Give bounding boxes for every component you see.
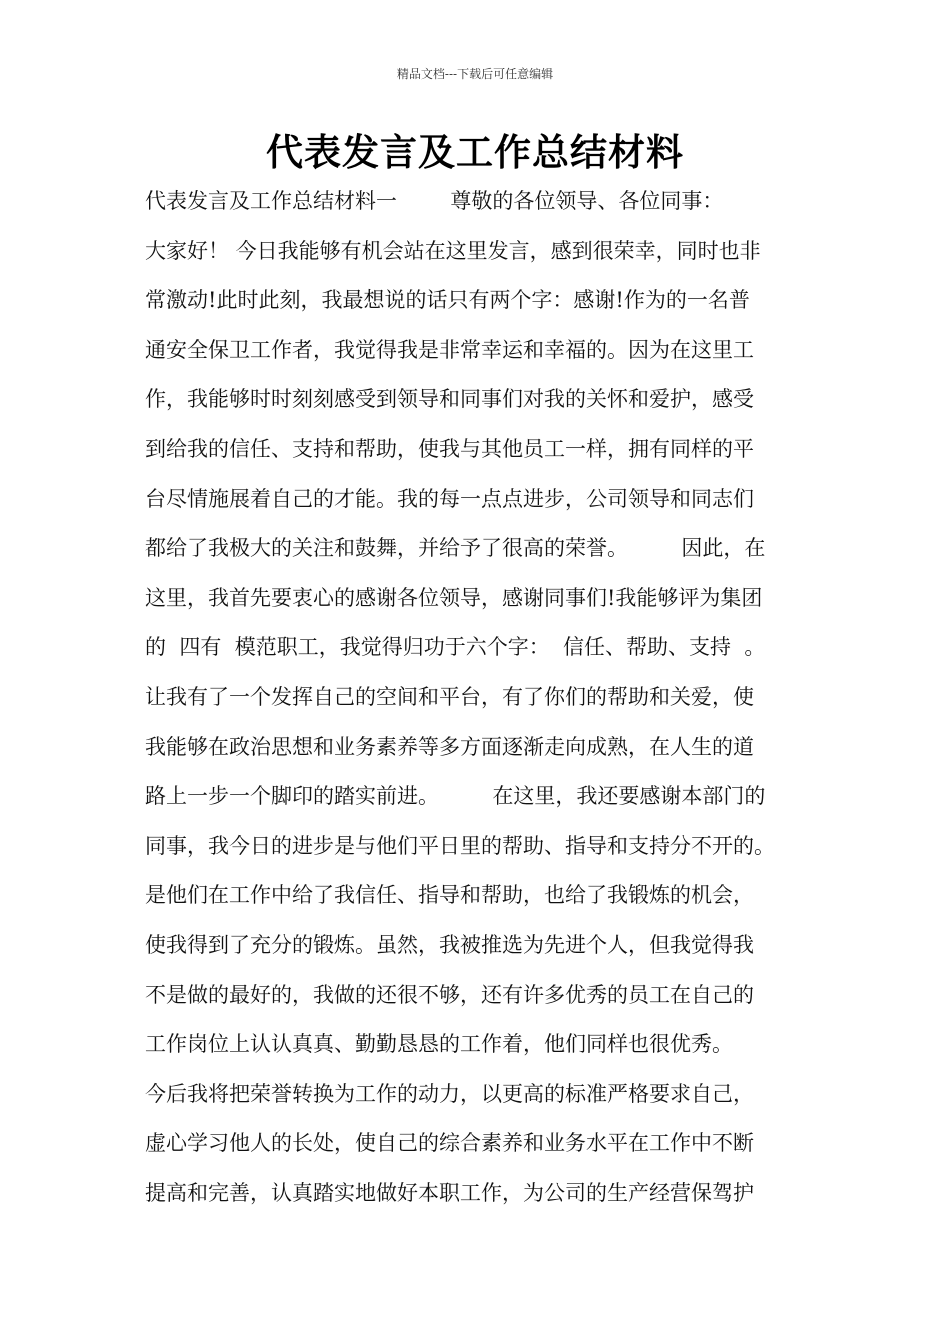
body-line: 路上一步一个脚印的踏实前进。 在这里，我还要感谢本部门的 bbox=[145, 784, 766, 809]
body-line: 同事，我今日的进步是与他们平日里的帮助、指导和支持分不开的。 bbox=[145, 833, 775, 858]
body-line: 常激动!此时此刻，我最想说的话只有两个字：感谢!作为的一名普 bbox=[145, 288, 750, 313]
body-line: 今后我将把荣誉转换为工作的动力，以更高的标准严格要求自己， bbox=[145, 1081, 754, 1106]
body-line: 的 四有 模范职工，我觉得归功于六个字： 信任、帮助、支持 。 bbox=[145, 635, 766, 660]
body-line: 到给我的信任、支持和帮助，使我与其他员工一样，拥有同样的平 bbox=[145, 436, 754, 461]
document-body bbox=[145, 180, 825, 1221]
body-line: 提高和完善，认真踏实地做好本职工作，为公司的生产经营保驾护 bbox=[145, 1180, 754, 1205]
body-line: 大家好！ 今日我能够有机会站在这里发言，感到很荣幸，同时也非 bbox=[145, 238, 761, 263]
body-line: 通安全保卫工作者，我觉得我是非常幸运和幸福的。因为在这里工 bbox=[145, 337, 754, 362]
body-line: 是他们在工作中给了我信任、指导和帮助，也给了我锻炼的机会， bbox=[145, 883, 754, 908]
body-line: 不是做的最好的，我做的还很不够，还有许多优秀的员工在自己的 bbox=[145, 982, 754, 1007]
document-title: 代表发言及工作总结材料 bbox=[266, 131, 684, 174]
body-line: 都给了我极大的关注和鼓舞，并给予了很高的荣誉。 因此，在 bbox=[145, 536, 766, 561]
body-line: 我能够在政治思想和业务素养等多方面逐渐走向成熟，在人生的道 bbox=[145, 734, 754, 759]
body-line: 工作岗位上认认真真、勤勤恳恳的工作着，他们同样也很优秀。 bbox=[145, 1032, 733, 1057]
header-note: 精品文档---下载后可任意编辑 bbox=[396, 67, 554, 81]
body-line: 作，我能够时时刻刻感受到领导和同事们对我的关怀和爱护，感受 bbox=[145, 387, 754, 412]
body-line: 台尽情施展着自己的才能。我的每一点点进步，公司领导和同志们 bbox=[145, 486, 754, 511]
body-line: 这里，我首先要衷心的感谢各位领导，感谢同事们!我能够评为集团 bbox=[145, 585, 763, 610]
body-line: 使我得到了充分的锻炼。虽然，我被推选为先进个人，但我觉得我 bbox=[145, 932, 754, 957]
body-line: 虚心学习他人的长处，使自己的综合素养和业务水平在工作中不断 bbox=[145, 1131, 754, 1156]
body-line: 代表发言及工作总结材料一 尊敬的各位领导、各位同事： bbox=[145, 189, 724, 213]
body-line: 让我有了一个发挥自己的空间和平台，有了你们的帮助和关爱，使 bbox=[145, 684, 754, 709]
